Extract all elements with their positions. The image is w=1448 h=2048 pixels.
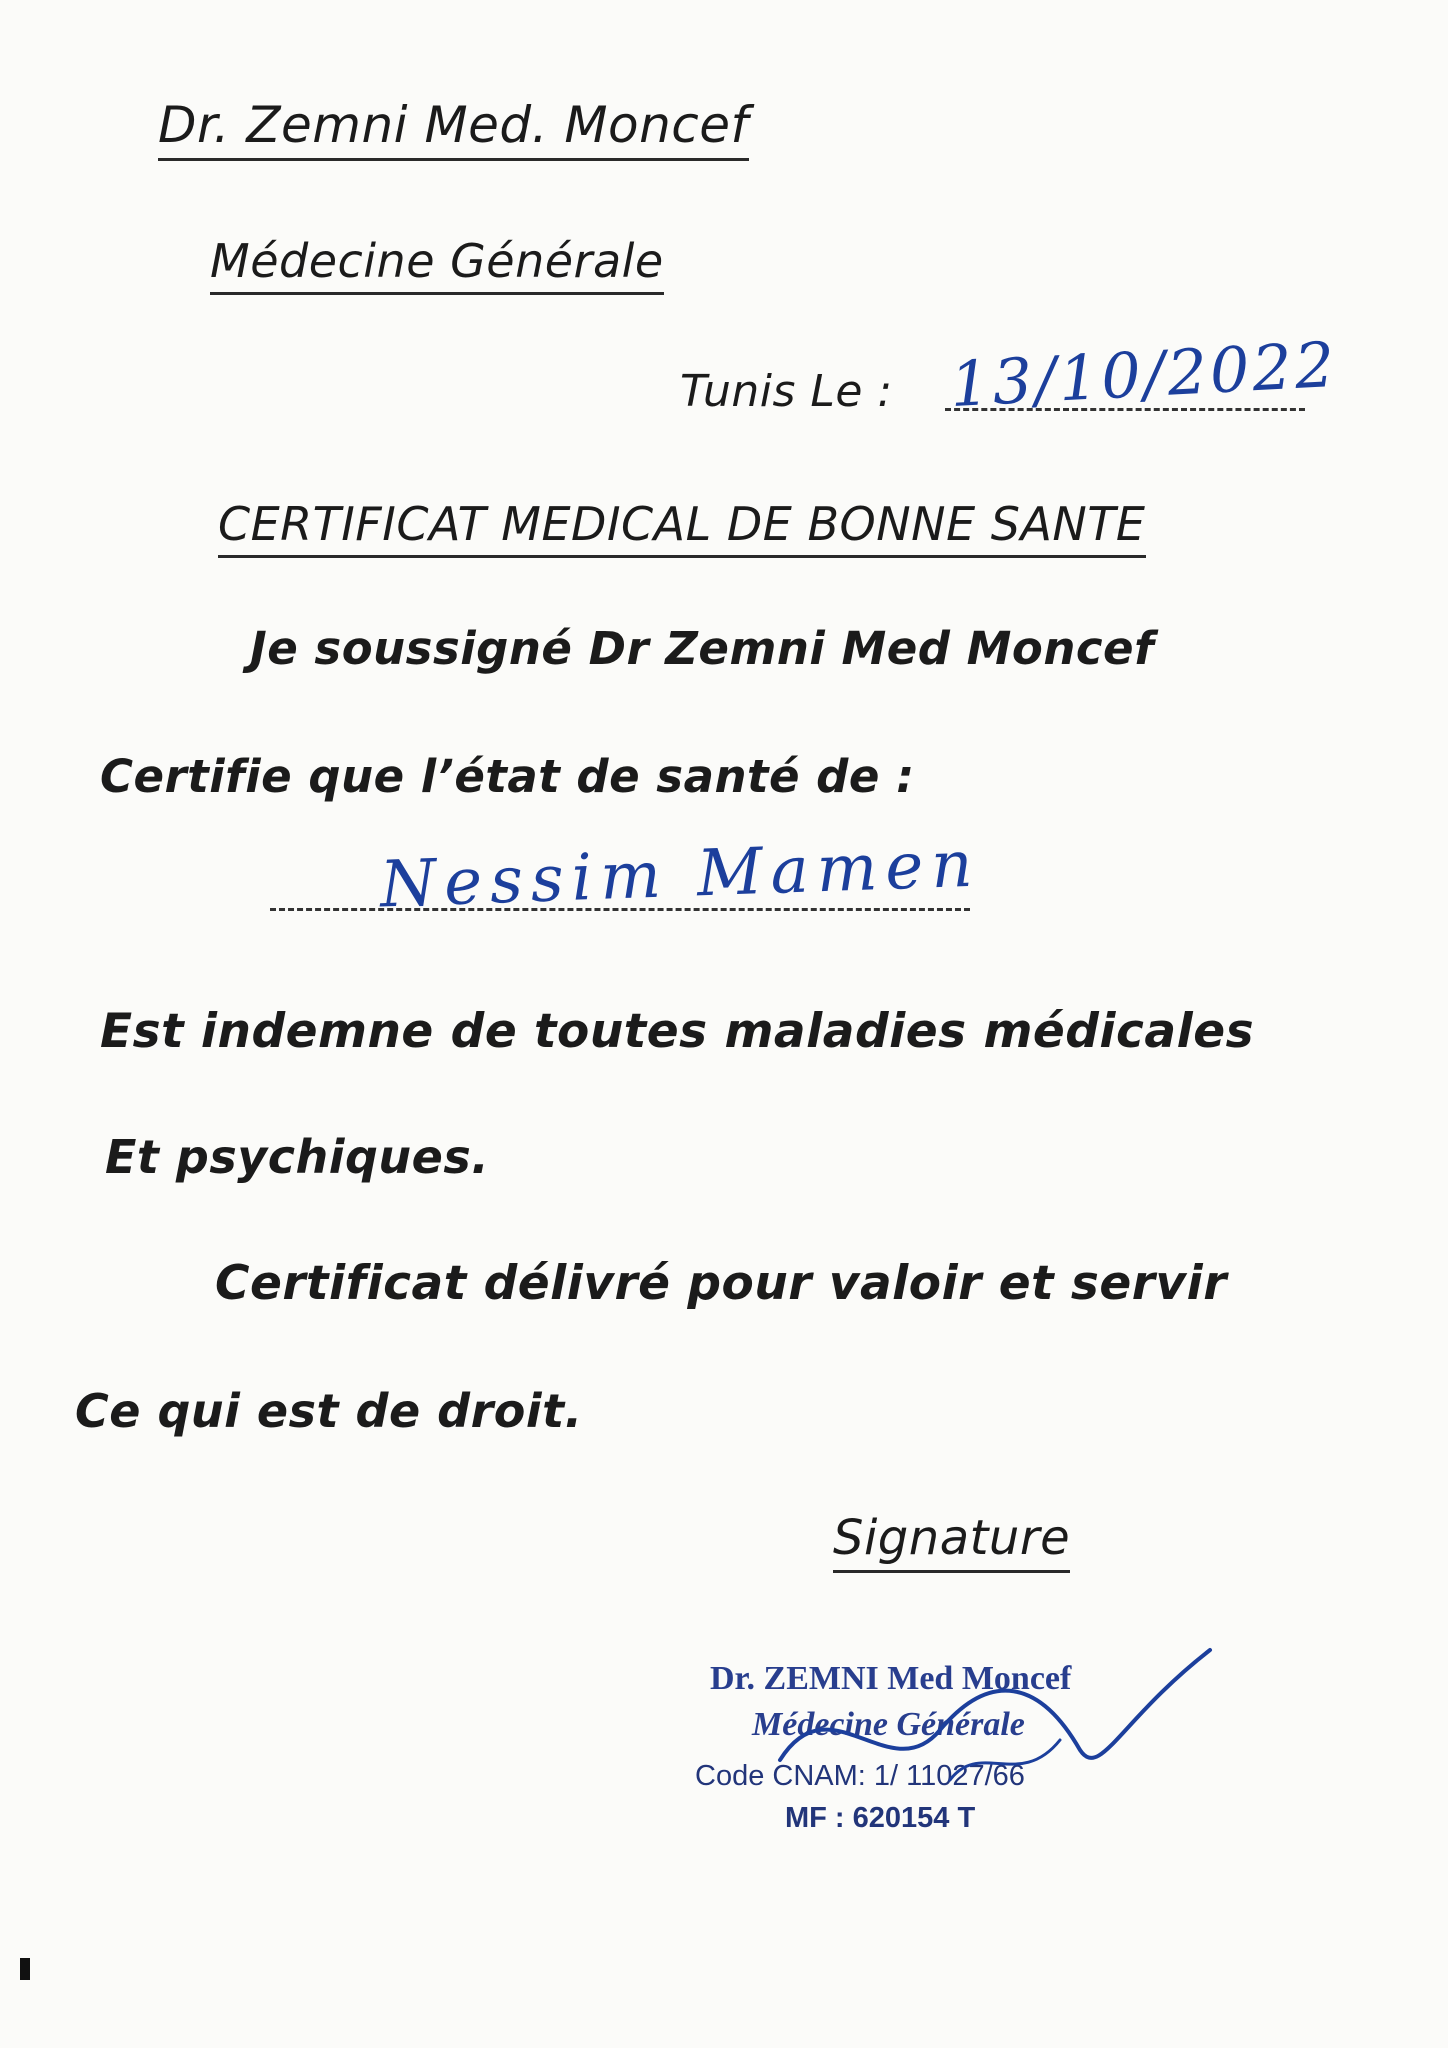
stamp-doctor-name: Dr. ZEMNI Med Moncef — [710, 1660, 1072, 1697]
scan-artifact — [20, 1958, 30, 1980]
handwritten-signature — [740, 1640, 1220, 1820]
doctor-name-header: Dr. Zemni Med. Moncef — [158, 96, 749, 161]
text-line-6: Ce qui est de droit. — [75, 1384, 583, 1438]
text-line-4: Et psychiques. — [105, 1130, 490, 1184]
stamp-cnam-code: Code CNAM: 1/ 11027/66 — [695, 1760, 1025, 1792]
text-line-1: Je soussigné Dr Zemni Med Moncef — [250, 622, 1155, 675]
certificate-title: CERTIFICAT MEDICAL DE BONNE SANTE — [218, 497, 1146, 558]
patient-name-handwritten: Nessim Mamen — [378, 827, 982, 923]
date-label: Tunis Le : — [680, 366, 893, 417]
text-line-3: Est indemne de toutes maladies médicales — [100, 1004, 1255, 1059]
text-line-2: Certifie que l’état de santé de : — [100, 750, 915, 803]
stamp-specialty: Médecine Générale — [752, 1706, 1025, 1743]
date-handwritten: 13/10/2022 — [948, 327, 1340, 422]
specialty-header: Médecine Générale — [210, 234, 664, 295]
signature-label: Signature — [833, 1510, 1070, 1573]
text-line-5: Certificat délivré pour valoir et servir — [215, 1256, 1227, 1311]
stamp-mf-number: MF : 620154 T — [785, 1802, 976, 1834]
